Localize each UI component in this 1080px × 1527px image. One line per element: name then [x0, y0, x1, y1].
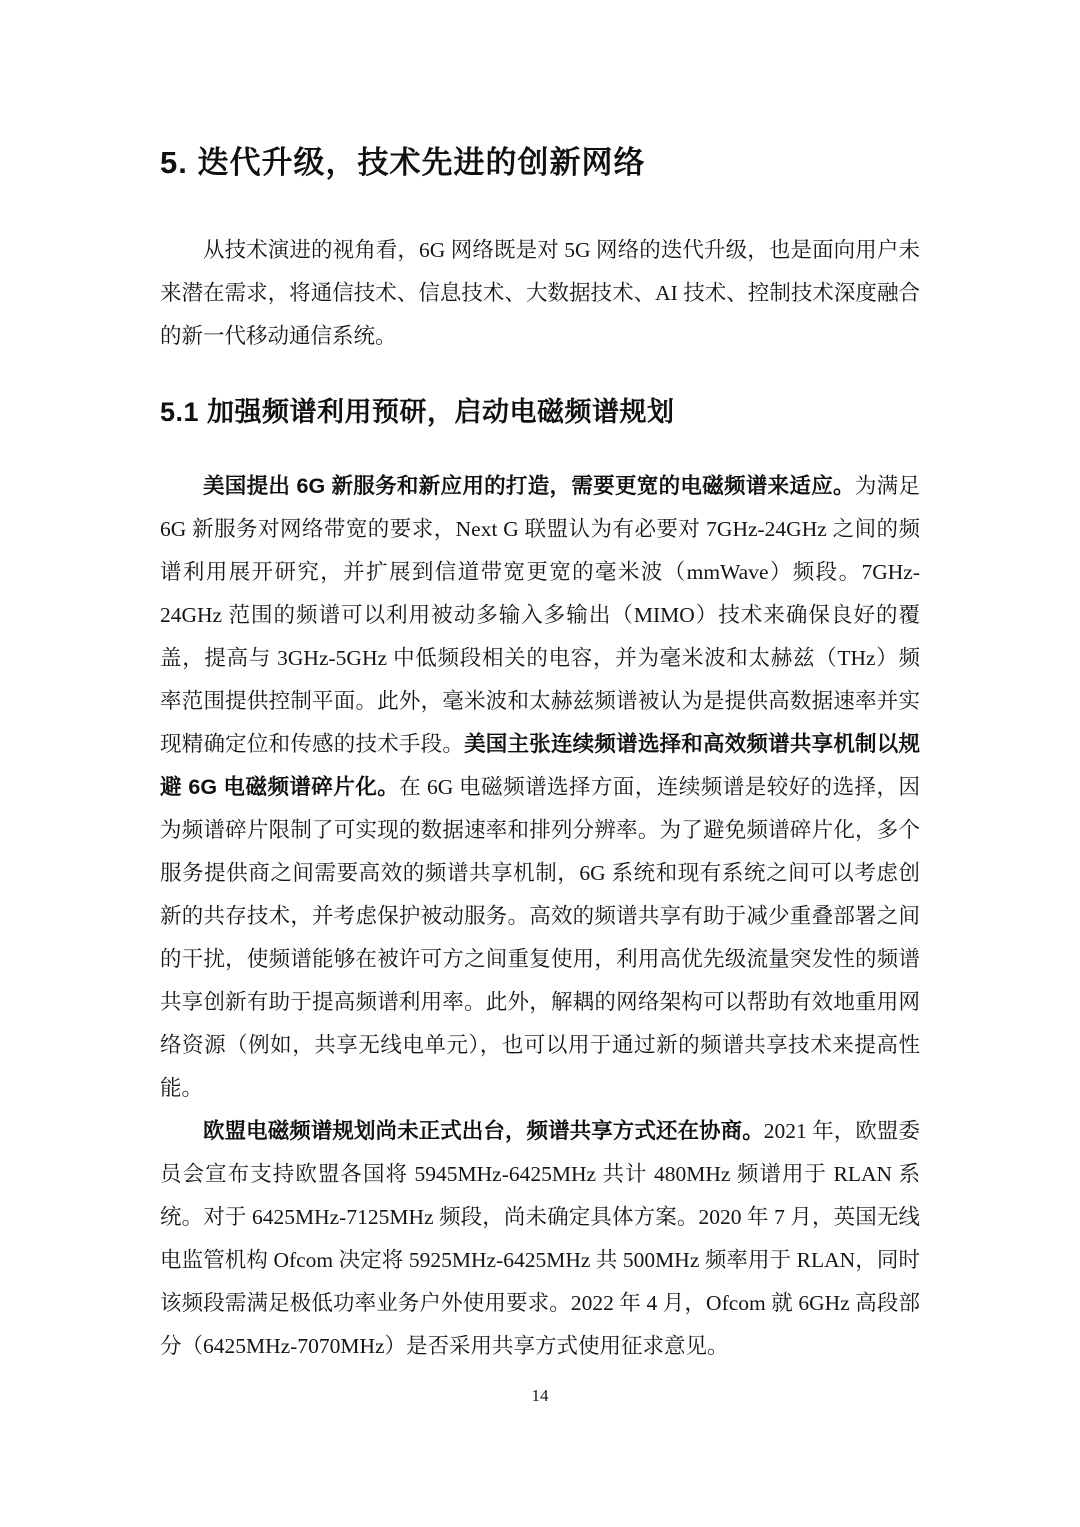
paragraph-us-spectrum — [160, 465, 920, 1110]
body-text-us-2: 在 6G 电磁频谱选择方面，连续频谱是较好的选择，因为频谱碎片限制了可实现的数据速率和排列分辨率。为了避免频谱碎片化，多个服务提供商之间需要高效的频谱共享机制，6G 系统和现有系统之间可以考虑创新的共存技术，并考虑保护被动服务。高效的频谱共享有助于减少重叠部署之间的干扰，使频谱能够在被许可方之间重复使用，利用高优先级流量突发性的频谱共享创新有助于提高频谱利用率。此外，解耦的网络架构可以帮助有效地重用网络资源（例如，共享无线电单元），也可以用于通过新的频谱共享技术来提高性能。 — [160, 775, 920, 1100]
emphasis-us-new-services: 美国提出 6G 新服务和新应用的打造，需要更宽的电磁频谱来适应。 — [203, 474, 855, 498]
body-text-us-1: 为满足 6G 新服务对网络带宽的要求，Next G 联盟认为有必要对 7GHz-24GHz 之间的频谱利用展开研究，并扩展到信道带宽更宽的毫米波（mmWave）频段。7GHz-24GHz 范围的频谱可以利用被动多输入多输出（MIMO）技术来确保良好的覆盖，提高与 3GHz-5GHz 中低频段相关的电容，并为毫米波和太赫兹（THz）频率范围提供控制平面。此外，毫米波和太赫兹频谱被认为是提供高数据速率并实现精确定位和传感的技术手段。 — [160, 474, 920, 756]
intro-paragraph: 从技术演进的视角看，6G 网络既是对 5G 网络的迭代升级，也是面向用户未来潜在需求，将通信技术、信息技术、大数据技术、AI 技术、控制技术深度融合的新一代移动通信系统。 — [160, 238, 920, 348]
body-text-eu-1: 2021 年，欧盟委员会宣布支持欧盟各国将 5945MHz-6425MHz 共计 480MHz 频谱用于 RLAN 系统。对于 6425MHz-7125MHz 频段，尚未确定具体方案。2020 年 7 月，英国无线电监管机构 Ofcom 决定将 5925MHz-6425MHz 共 500MHz 频率用于 RLAN，同时该频段需满足极低功率业务户外使用要求。2022 年 4 月，Ofcom 就 6GHz 高段部分（6425MHz-7070MHz）是否采用共享方式使用征求意见。 — [160, 1119, 920, 1358]
subsection-title: 5.1 加强频谱利用预研，启动电磁频谱规划 — [160, 397, 675, 427]
page-number: 14 — [531, 1386, 549, 1405]
section-title: 5. 迭代升级，技术先进的创新网络 — [160, 145, 646, 180]
paragraph-eu-spectrum — [160, 1110, 920, 1368]
emphasis-us-contiguous-spectrum: 美国主张连续频谱选择和高效频谱共享机制以规避 6G 电磁频谱碎片化。 — [160, 732, 920, 799]
emphasis-eu-plan: 欧盟电磁频谱规划尚未正式出台，频谱共享方式还在协商。 — [203, 1119, 764, 1143]
